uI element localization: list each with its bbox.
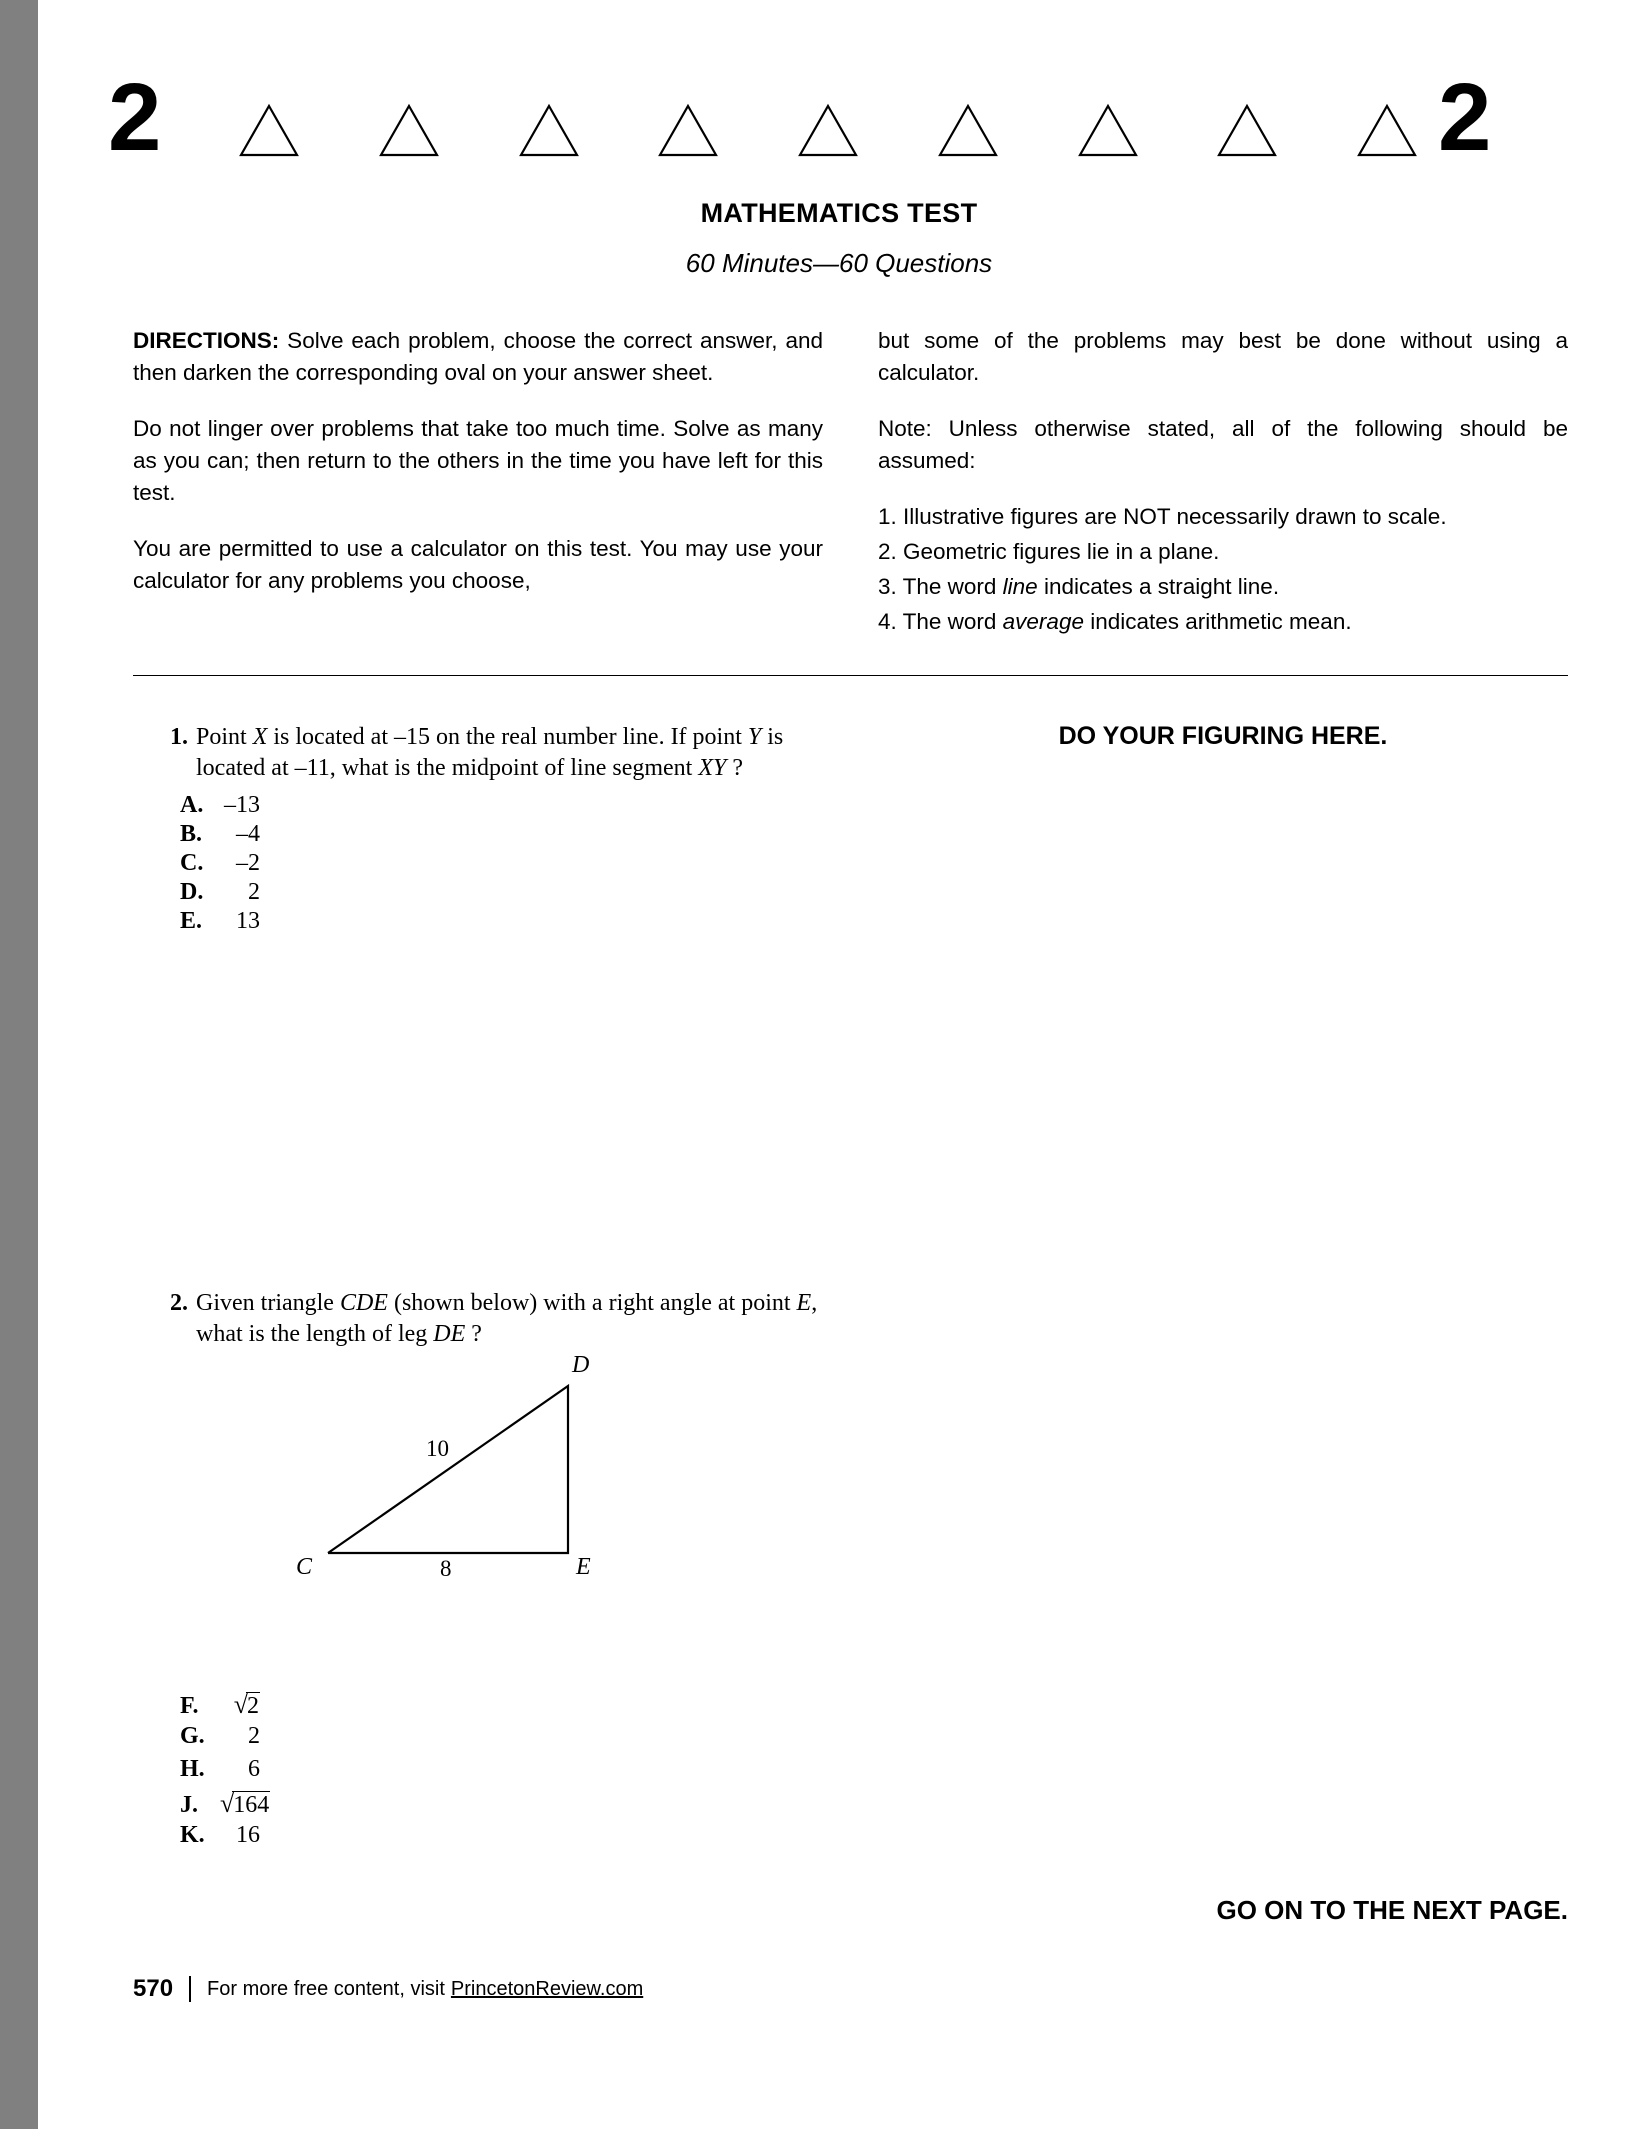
choice-c-value: –2 [236, 850, 260, 876]
choice-f[interactable] [180, 1690, 270, 1723]
figure-vertex-c: C [296, 1554, 313, 1580]
choice-f-value: √2 [233, 1690, 259, 1719]
question-2-stem: Given triangle CDE (shown below) with a right angle at point E, what is the length of leg DE ? [196, 1290, 818, 1347]
test-page [38, 0, 1640, 2129]
figure-hypotenuse-length: 10 [426, 1436, 449, 1461]
choice-h-value: 6 [248, 1756, 260, 1782]
question-2-number: 2. [170, 1290, 188, 1316]
choice-k[interactable] [180, 1822, 270, 1855]
choice-h[interactable] [180, 1756, 270, 1789]
choice-e-label: E. [180, 908, 203, 934]
figuring-area-heading: DO YOUR FIGURING HERE. [1058, 722, 1388, 750]
choice-a[interactable] [180, 792, 260, 821]
choice-j-radicand: 164 [233, 1792, 270, 1818]
footer-divider [189, 1976, 191, 2002]
figure-vertex-e: E [576, 1554, 591, 1580]
directions-paragraph-4: but some of the problems may best be done without using a calculator. [878, 328, 1568, 385]
choice-j-label: J. [180, 1792, 198, 1818]
choice-c-label: C. [180, 850, 204, 876]
left-page-gutter [0, 0, 38, 2129]
section-number-left: 2 [108, 64, 162, 171]
choice-b[interactable] [180, 821, 260, 850]
question-1-choices [180, 792, 260, 937]
question-1-stem: Point X is located at –15 on the real number line. If point Y is located at –11, what is the midpoint of line segment XY ? [196, 724, 784, 781]
directions-paragraph-5: Note: Unless otherwise stated, all of the following should be assumed: [878, 416, 1568, 473]
triangle-icon [518, 103, 580, 158]
choice-g-value: 2 [248, 1723, 260, 1749]
triangle-divider-row [238, 88, 1418, 158]
choice-e[interactable] [180, 908, 260, 937]
choice-f-label: F. [180, 1693, 199, 1719]
triangle-figure-svg [278, 1358, 698, 1588]
directions-paragraph-1 [133, 325, 823, 389]
triangle-icon [1077, 103, 1139, 158]
choice-b-label: B. [180, 821, 203, 847]
directions-text-1: Solve each problem, choose the correct answer, and then darken the corresponding oval on your answer sheet. [133, 328, 823, 385]
question-2-figure [278, 1352, 698, 1618]
section-number-right: 2 [1438, 64, 1492, 171]
directions-label: DIRECTIONS: [133, 328, 280, 353]
choice-j-value: √164 [220, 1789, 270, 1818]
triangle-icon [657, 103, 719, 158]
question-1-number: 1. [170, 724, 188, 750]
question-2-choices [180, 1690, 270, 1855]
choice-j[interactable] [180, 1789, 270, 1822]
choice-d[interactable] [180, 879, 260, 908]
choice-e-value: 13 [236, 908, 260, 934]
choice-k-value: 16 [236, 1822, 260, 1848]
page-footer [133, 1975, 1133, 2003]
choice-d-value: 2 [248, 879, 260, 905]
triangle-icon [797, 103, 859, 158]
triangle-icon [1216, 103, 1278, 158]
choice-f-radicand: 2 [247, 1693, 259, 1719]
directions-left-column [133, 325, 823, 621]
choice-b-value: –4 [236, 821, 260, 847]
section-divider-rule [133, 675, 1568, 676]
figure-base-length: 8 [440, 1556, 452, 1581]
choice-a-value: –13 [224, 792, 260, 818]
continue-instruction: GO ON TO THE NEXT PAGE. [1216, 1895, 1568, 1925]
triangle-icon [238, 103, 300, 158]
page-header-band [38, 48, 1640, 171]
assumptions-list [878, 501, 1568, 638]
triangle-icon [378, 103, 440, 158]
page-number: 570 [133, 1975, 174, 2002]
assumption-item-2: 2. Geometric figures lie in a plane. [878, 539, 1220, 564]
choice-a-label: A. [180, 792, 204, 818]
assumption-item-3: 3. The word line indicates a straight line. [878, 574, 1280, 599]
assumption-item-4: 4. The word average indicates arithmetic mean. [878, 609, 1352, 634]
assumption-emph-line: line [1002, 574, 1038, 599]
choice-g[interactable] [180, 1723, 270, 1756]
triangle-icon [1356, 103, 1418, 158]
choice-c[interactable] [180, 850, 260, 879]
page-title: MATHEMATICS TEST [700, 198, 978, 228]
footer-link[interactable]: PrincetonReview.com [450, 1977, 644, 2000]
footer-text: For more free content, visit [207, 1977, 445, 2000]
directions-paragraph-2: Do not linger over problems that take too much time. Solve as many as you can; then return to the others in the time you have left for this test. [133, 416, 823, 505]
choice-d-label: D. [180, 879, 204, 905]
assumption-item-1: 1. Illustrative figures are NOT necessarily drawn to scale. [878, 504, 1447, 529]
choice-g-label: G. [180, 1723, 205, 1749]
figure-vertex-d: D [572, 1352, 590, 1378]
triangle-icon [937, 103, 999, 158]
directions-paragraph-3: You are permitted to use a calculator on this test. You may use your calculator for any problems you choose, [133, 536, 823, 593]
page-subtitle: 60 Minutes—60 Questions [685, 248, 993, 278]
choice-k-label: K. [180, 1822, 205, 1848]
assumption-emph-average: average [1002, 609, 1084, 634]
directions-right-column [878, 325, 1568, 641]
choice-h-label: H. [180, 1756, 205, 1782]
